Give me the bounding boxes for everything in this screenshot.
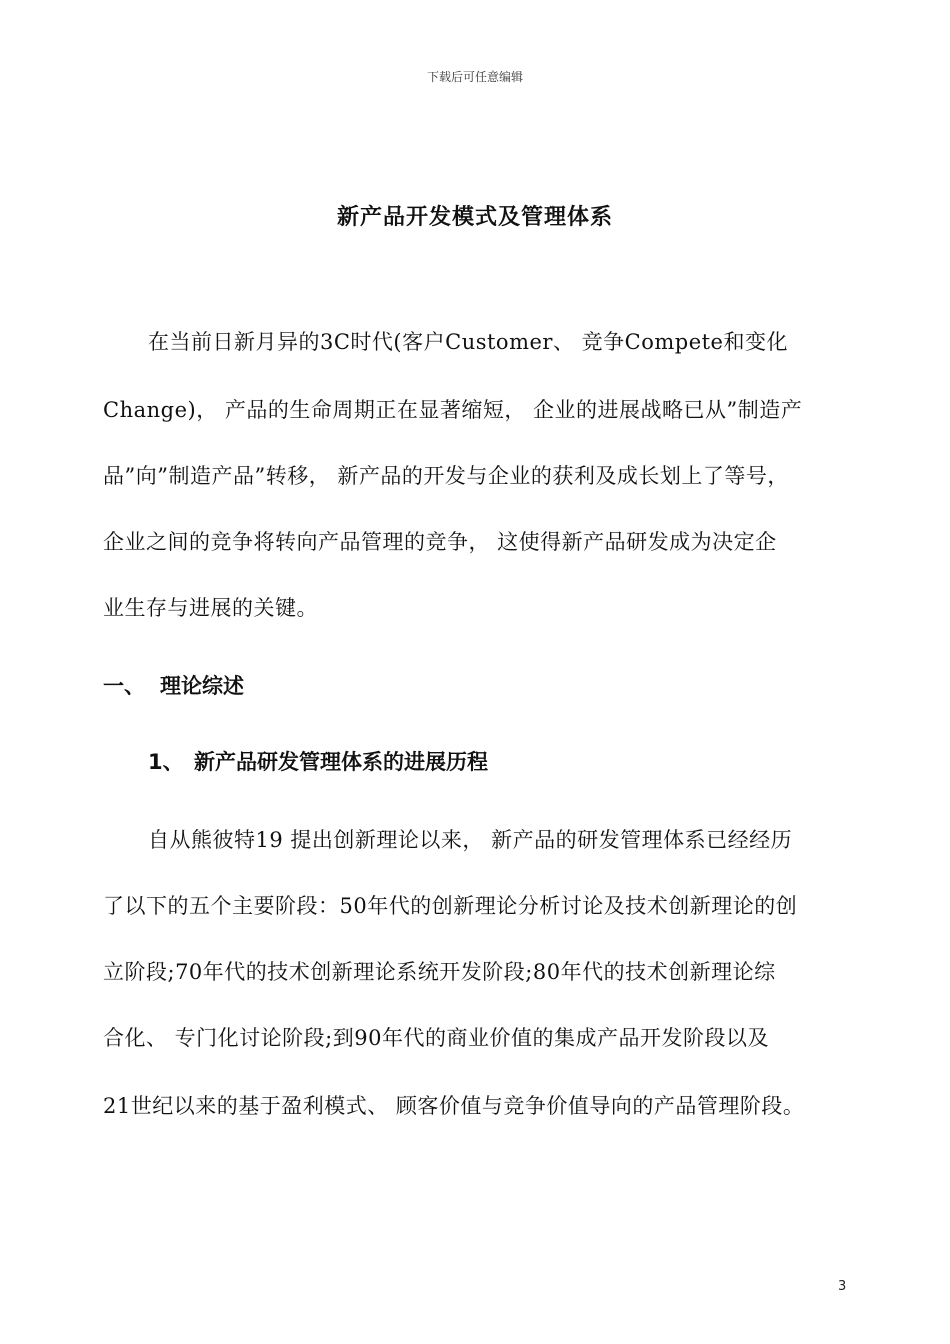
intro-line: 企业之间的竞争将转向产品管理的竞争， 这使得新产品研发成为决定企 (103, 530, 777, 554)
subsection-title: 新产品研发管理体系的进展历程 (194, 750, 488, 774)
body-line: 21世纪以来的基于盈利模式、 顾客价值与竞争价值导向的产品管理阶段。 (103, 1094, 805, 1118)
section-heading (103, 670, 244, 700)
body-line: 了以下的五个主要阶段：50年代的创新理论分析讨论及技术创新理论的创 (103, 894, 798, 918)
header-note: 下载后可任意编辑 (426, 70, 523, 84)
body-line: 自从熊彼特19 提出创新理论以来， 新产品的研发管理体系已经经历 (148, 828, 793, 852)
section-number: 一、 (103, 674, 145, 698)
intro-line: 业生存与进展的关键。 (103, 596, 318, 620)
intro-line: Change)， 产品的生命周期正在显著缩短， 企业的进展战略已从”制造产 (103, 398, 803, 422)
intro-line: 在当前日新月异的3C时代(客户Customer、 竞争Compete和变化 (148, 330, 788, 354)
page-number: 3 (838, 1279, 847, 1294)
intro-line: 品”向”制造产品”转移， 新产品的开发与企业的获利及成长划上了等号， (103, 464, 789, 488)
document-title: 新产品开发模式及管理体系 (336, 205, 613, 230)
body-line: 立阶段;70年代的技术创新理论系统开发阶段;80年代的技术创新理论综 (103, 960, 776, 984)
section-title: 理论综述 (160, 674, 244, 698)
subsection-heading (148, 746, 488, 776)
body-line: 合化、 专门化讨论阶段;到90年代的商业价值的集成产品开发阶段以及 (103, 1026, 769, 1050)
subsection-number: 1、 (148, 750, 184, 774)
